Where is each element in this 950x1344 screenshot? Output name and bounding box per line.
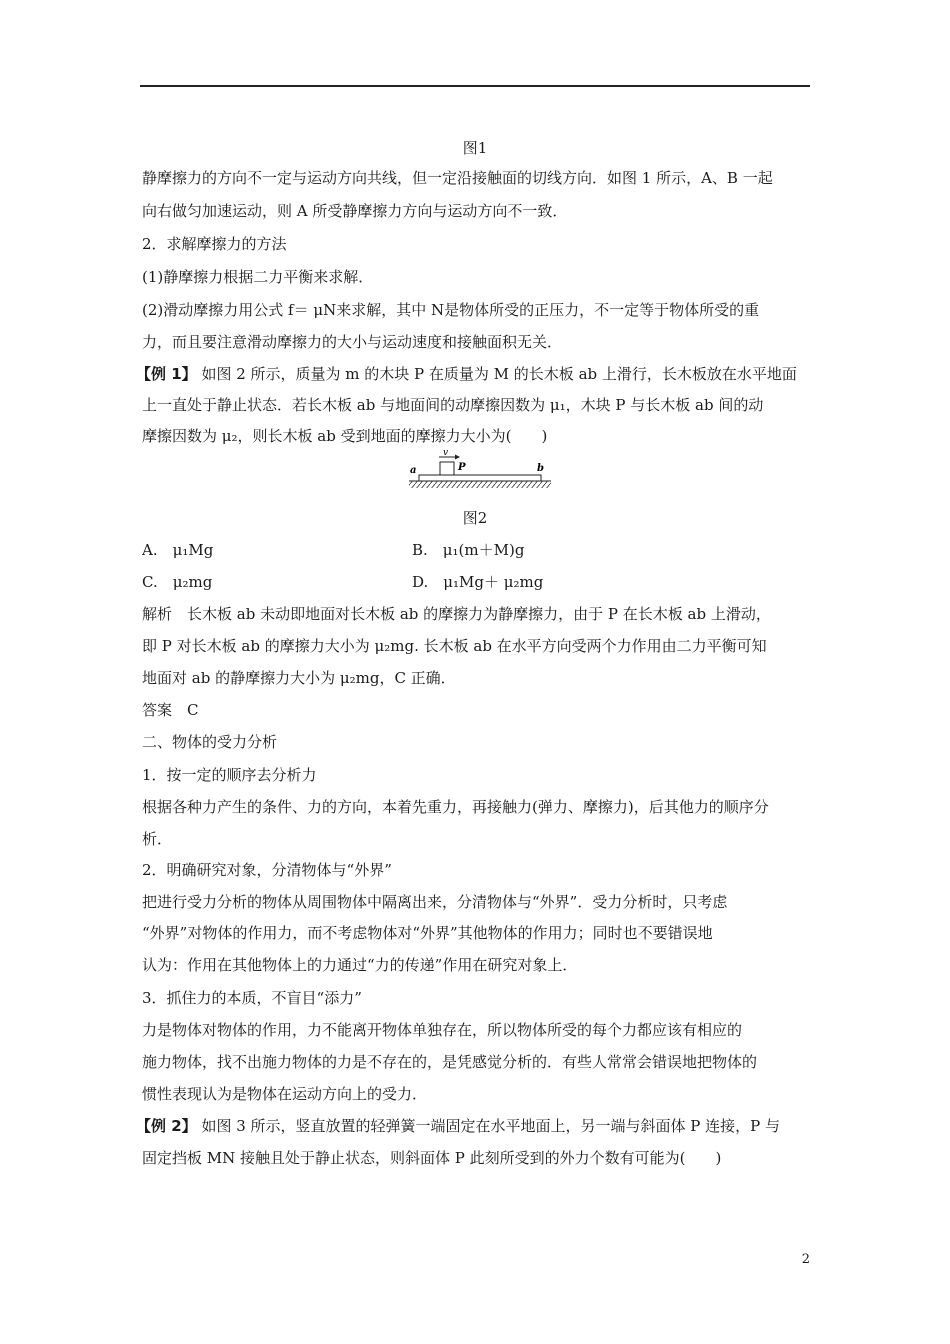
header-rule [140, 85, 810, 87]
paragraph-line: 析． [142, 830, 173, 848]
subheading: 2．明确研究对象，分清物体与“外界” [142, 861, 392, 879]
subheading: 3．抓住力的本质，不盲目“添力” [142, 989, 362, 1007]
paragraph-line: 根据各种力产生的条件、力的方向，本着先重力，再接触力(弹力、摩擦力)，后其他力的顺序分 [142, 798, 769, 816]
paragraph-line: 力，而且要注意滑动摩擦力的大小与运动速度和接触面积无关． [142, 333, 563, 351]
paragraph-line: 向右做匀加速运动，则 A 所受静摩擦力方向与运动方向不一致． [142, 202, 568, 220]
paragraph-line: 静摩擦力的方向不一定与运动方向共线，但一定沿接触面的切线方向．如图 1 所示，A、B 一起 [142, 169, 773, 187]
board-ab [419, 475, 541, 481]
example-1-line [136, 363, 810, 385]
example-2-tag: 【例 2】 [136, 1117, 197, 1135]
answer-line: 答案 C [142, 701, 199, 719]
example-1-text: 如图 2 所示，质量为 m 的木块 P 在质量为 M 的长木板 ab 上滑行，长木板放在水平地面 [196, 365, 797, 383]
figure-2-caption: 图2 [462, 509, 488, 527]
page-number: 2 [801, 1252, 810, 1267]
example-1-line: 上一直处于静止状态．若长木板 ab 与地面间的动摩擦因数为 μ₁，木块 P 与长木板 ab 间的动 [142, 396, 764, 414]
analysis-line: 即 P 对长木板 ab 的摩擦力大小为 μ₂mg. 长木板 ab 在水平方向受两个力作用由二力平衡可知 [142, 637, 767, 655]
paragraph-line: (2)滑动摩擦力用公式 f＝ μN来求解，其中 N是物体所受的正压力，不一定等于物体所受的重 [142, 301, 760, 319]
paragraph-line: 施力物体，找不出施力物体的力是不存在的，是凭感觉分析的．有些人常常会错误地把物体的 [142, 1053, 758, 1071]
figure-2-diagram [405, 448, 555, 496]
option-c: C. μ₂mg [142, 573, 213, 591]
example-1-line: 摩擦因数为 μ₂，则长木板 ab 受到地面的摩擦力大小为( ) [142, 427, 548, 445]
figure-1-caption: 图1 [462, 139, 488, 157]
section-heading: 二、物体的受力分析 [142, 733, 278, 751]
option-b: B. μ₁(m＋M)g [412, 541, 525, 559]
velocity-arrow-head [455, 455, 460, 460]
paragraph-line: 认为：作用在其他物体上的力通过“力的传递”作用在研究对象上． [142, 956, 578, 974]
paragraph-line: 把进行受力分析的物体从周围物体中隔离出来，分清物体与“外界”．受力分析时，只考虑 [142, 893, 728, 911]
label-v: v [443, 448, 449, 458]
example-2-line [136, 1115, 810, 1137]
label-b: b [537, 463, 544, 474]
analysis-line: 地面对 ab 的静摩擦力大小为 μ₂mg，C 正确． [142, 669, 456, 687]
example-2-text: 如图 3 所示，竖直放置的轻弹簧一端固定在水平地面上，另一端与斜面体 P 连接，P 与 [196, 1117, 781, 1135]
paragraph-line: 惯性表现认为是物体在运动方向上的受力． [142, 1085, 428, 1103]
subheading: 1．按一定的顺序去分析力 [142, 766, 317, 784]
section-heading: 2．求解摩擦力的方法 [142, 235, 287, 253]
paragraph-line: (1)静摩擦力根据二力平衡来求解． [142, 268, 374, 286]
block-p [440, 462, 454, 475]
option-a: A. μ₁Mg [142, 541, 214, 559]
analysis-line: 解析 长木板 ab 未动即地面对长木板 ab 的摩擦力为静摩擦力，由于 P 在长木板 ab 上滑动， [142, 605, 771, 623]
ground-hatching [409, 481, 551, 488]
example-1-tag: 【例 1】 [136, 365, 197, 383]
label-a: a [410, 465, 417, 476]
option-d: D. μ₁Mg＋ μ₂mg [412, 573, 544, 591]
paragraph-line: “外界”对物体的作用力，而不考虑物体对“外界”其他物体的作用力；同时也不要错误地 [142, 924, 713, 942]
example-2-line: 固定挡板 MN 接触且处于静止状态，则斜面体 P 此刻所受到的外力个数有可能为( ) [142, 1149, 722, 1167]
label-p: P [458, 462, 466, 473]
paragraph-line: 力是物体对物体的作用，力不能离开物体单独存在，所以物体所受的每个力都应该有相应的 [142, 1021, 743, 1039]
